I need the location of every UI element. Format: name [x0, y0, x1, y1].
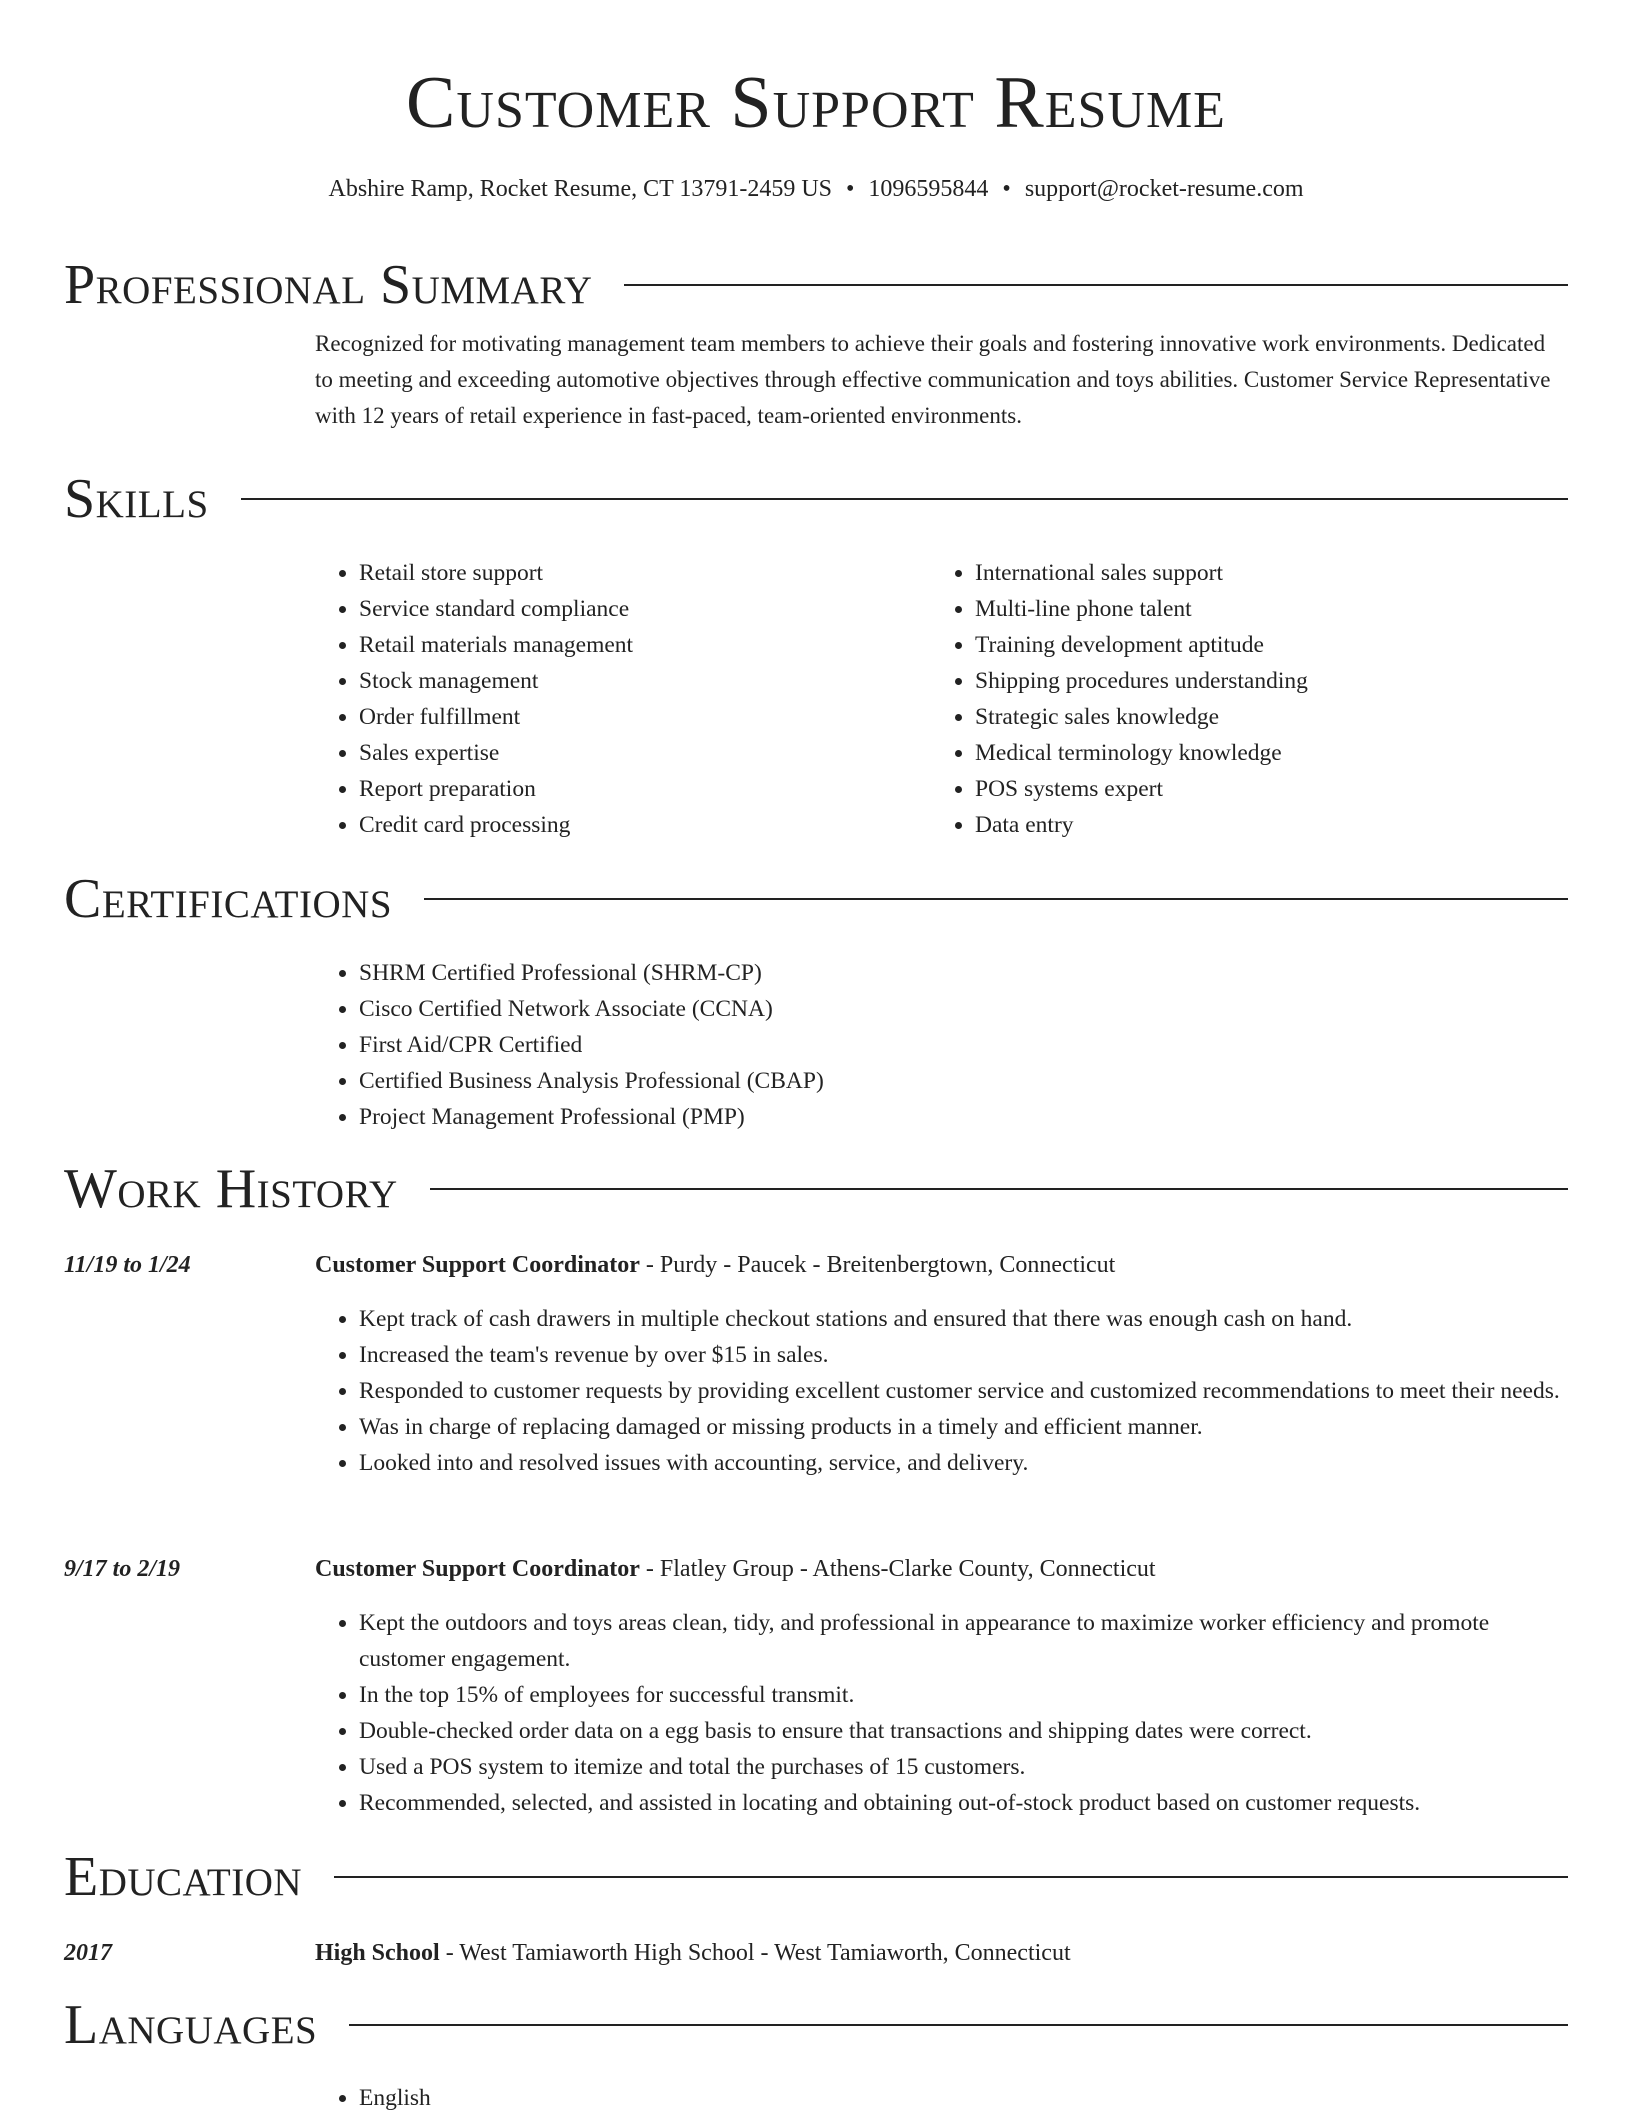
job-bullet: • Responded to customer requests by providing excellent customer service and customized recommendations to meet their needs. [359, 1373, 1568, 1409]
job-details: - Purdy - Paucek - Breitenbergtown, Connecticut [639, 1252, 1116, 1278]
job-bullet: • Recommended, selected, and assisted in locating and obtaining out-of-stock product based on customer requests. [359, 1785, 1568, 1821]
job-bullet: • Looked into and resolved issues with accounting, service, and delivery. [359, 1445, 1568, 1481]
skill-item: • Data entry [975, 807, 1547, 843]
skill-item: • Medical terminology knowledge [975, 735, 1547, 771]
job-dates: 9/17 to 2/19 [64, 1556, 181, 1582]
skill-item: • Retail store support [359, 555, 931, 591]
education-section-heading [64, 1845, 1568, 1909]
job-bullet: • Kept track of cash drawers in multiple checkout stations and ensured that there was enough cash on hand. [359, 1301, 1568, 1337]
section-divider [334, 1876, 1568, 1878]
certification-item: • SHRM Certified Professional (SHRM-CP) [359, 955, 1568, 991]
certifications-section-heading [64, 867, 1568, 931]
contact-email[interactable]: support@rocket-resume.com [1024, 176, 1304, 202]
job-heading [315, 1247, 1115, 1283]
skill-item: • Stock management [359, 663, 931, 699]
summary-text: Recognized for motivating management team members to achieve their goals and fostering innovative work environments. Dedicated to meeting and exceeding automotive objectives through effective communication and toys abilities. Customer Service Representative with 12 years of retail experience in fast-paced, team-oriented environments. [315, 331, 1551, 428]
skill-item: • POS systems expert [975, 771, 1547, 807]
skill-item: • Credit card processing [359, 807, 931, 843]
contact-phone: 1096595844 [868, 176, 989, 202]
education-degree: High School [315, 1940, 440, 1966]
resume-title: Customer Support Resume [406, 62, 1226, 144]
certifications-heading: Certifications [64, 868, 393, 930]
section-divider [241, 498, 1568, 500]
skill-item: • Multi-line phone talent [975, 591, 1547, 627]
skills-column-left [315, 555, 931, 843]
skill-item: • Strategic sales knowledge [975, 699, 1547, 735]
languages-heading: Languages [64, 1994, 318, 2056]
skill-item: • Retail materials management [359, 627, 931, 663]
education-details: - West Tamiaworth High School - West Tamiaworth, Connecticut [439, 1940, 1071, 1966]
work-history-heading: Work History [64, 1158, 398, 1220]
languages-section-heading [64, 1993, 1568, 2057]
job-title: Customer Support Coordinator [315, 1556, 640, 1582]
job-bullets [315, 1301, 1568, 1481]
job-bullet: • Kept the outdoors and toys areas clean, tidy, and professional in appearance to maximize worker efficiency and promote customer engagement. [359, 1605, 1568, 1677]
education-heading: Education [64, 1846, 303, 1908]
skill-item: • International sales support [975, 555, 1547, 591]
certification-item: • Project Management Professional (PMP) [359, 1099, 1568, 1135]
language-item: • English [359, 2080, 1568, 2116]
skill-item: • Shipping procedures understanding [975, 663, 1547, 699]
section-divider [349, 2024, 1568, 2026]
job-bullets [315, 1605, 1568, 1821]
job-title: Customer Support Coordinator [315, 1252, 640, 1278]
job-bullet: • In the top 15% of employees for successful transmit. [359, 1677, 1568, 1713]
certification-item: • Certified Business Analysis Professional (CBAP) [359, 1063, 1568, 1099]
languages-list [315, 2080, 1568, 2116]
section-divider [424, 898, 1568, 900]
work-history-section-heading [64, 1157, 1568, 1221]
education-heading-line [315, 1935, 1071, 1971]
contact-separator: • [1002, 176, 1011, 202]
job-heading [315, 1551, 1156, 1587]
job-dates: 11/19 to 1/24 [64, 1252, 191, 1278]
contact-line [0, 173, 1632, 205]
certifications-list [315, 955, 1568, 1135]
job-bullet: • Used a POS system to itemize and total the purchases of 15 customers. [359, 1749, 1568, 1785]
summary-heading: Professional Summary [64, 254, 593, 316]
section-divider [624, 284, 1568, 286]
job-bullet: • Was in charge of replacing damaged or missing products in a timely and efficient manner. [359, 1409, 1568, 1445]
skills-grid [315, 555, 1568, 843]
skills-section-heading [64, 467, 1568, 531]
contact-separator: • [846, 176, 855, 202]
education-year: 2017 [64, 1940, 112, 1966]
skill-item: • Order fulfillment [359, 699, 931, 735]
section-divider [430, 1188, 1568, 1190]
certification-item: • Cisco Certified Network Associate (CCNA) [359, 991, 1568, 1027]
job-bullet: • Double-checked order data on a egg basis to ensure that transactions and shipping dates were correct. [359, 1713, 1568, 1749]
skill-item: • Service standard compliance [359, 591, 931, 627]
contact-address: Abshire Ramp, Rocket Resume, CT 13791-2459 US [328, 176, 833, 202]
skill-item: • Training development aptitude [975, 627, 1547, 663]
skills-heading: Skills [64, 468, 209, 530]
skills-column-right [931, 555, 1547, 843]
job-details: - Flatley Group - Athens-Clarke County, Connecticut [639, 1556, 1156, 1582]
summary-section-heading [64, 253, 1568, 317]
job-bullet: • Increased the team's revenue by over $15 in sales. [359, 1337, 1568, 1373]
skill-item: • Report preparation [359, 771, 931, 807]
certification-item: • First Aid/CPR Certified [359, 1027, 1568, 1063]
skill-item: • Sales expertise [359, 735, 931, 771]
